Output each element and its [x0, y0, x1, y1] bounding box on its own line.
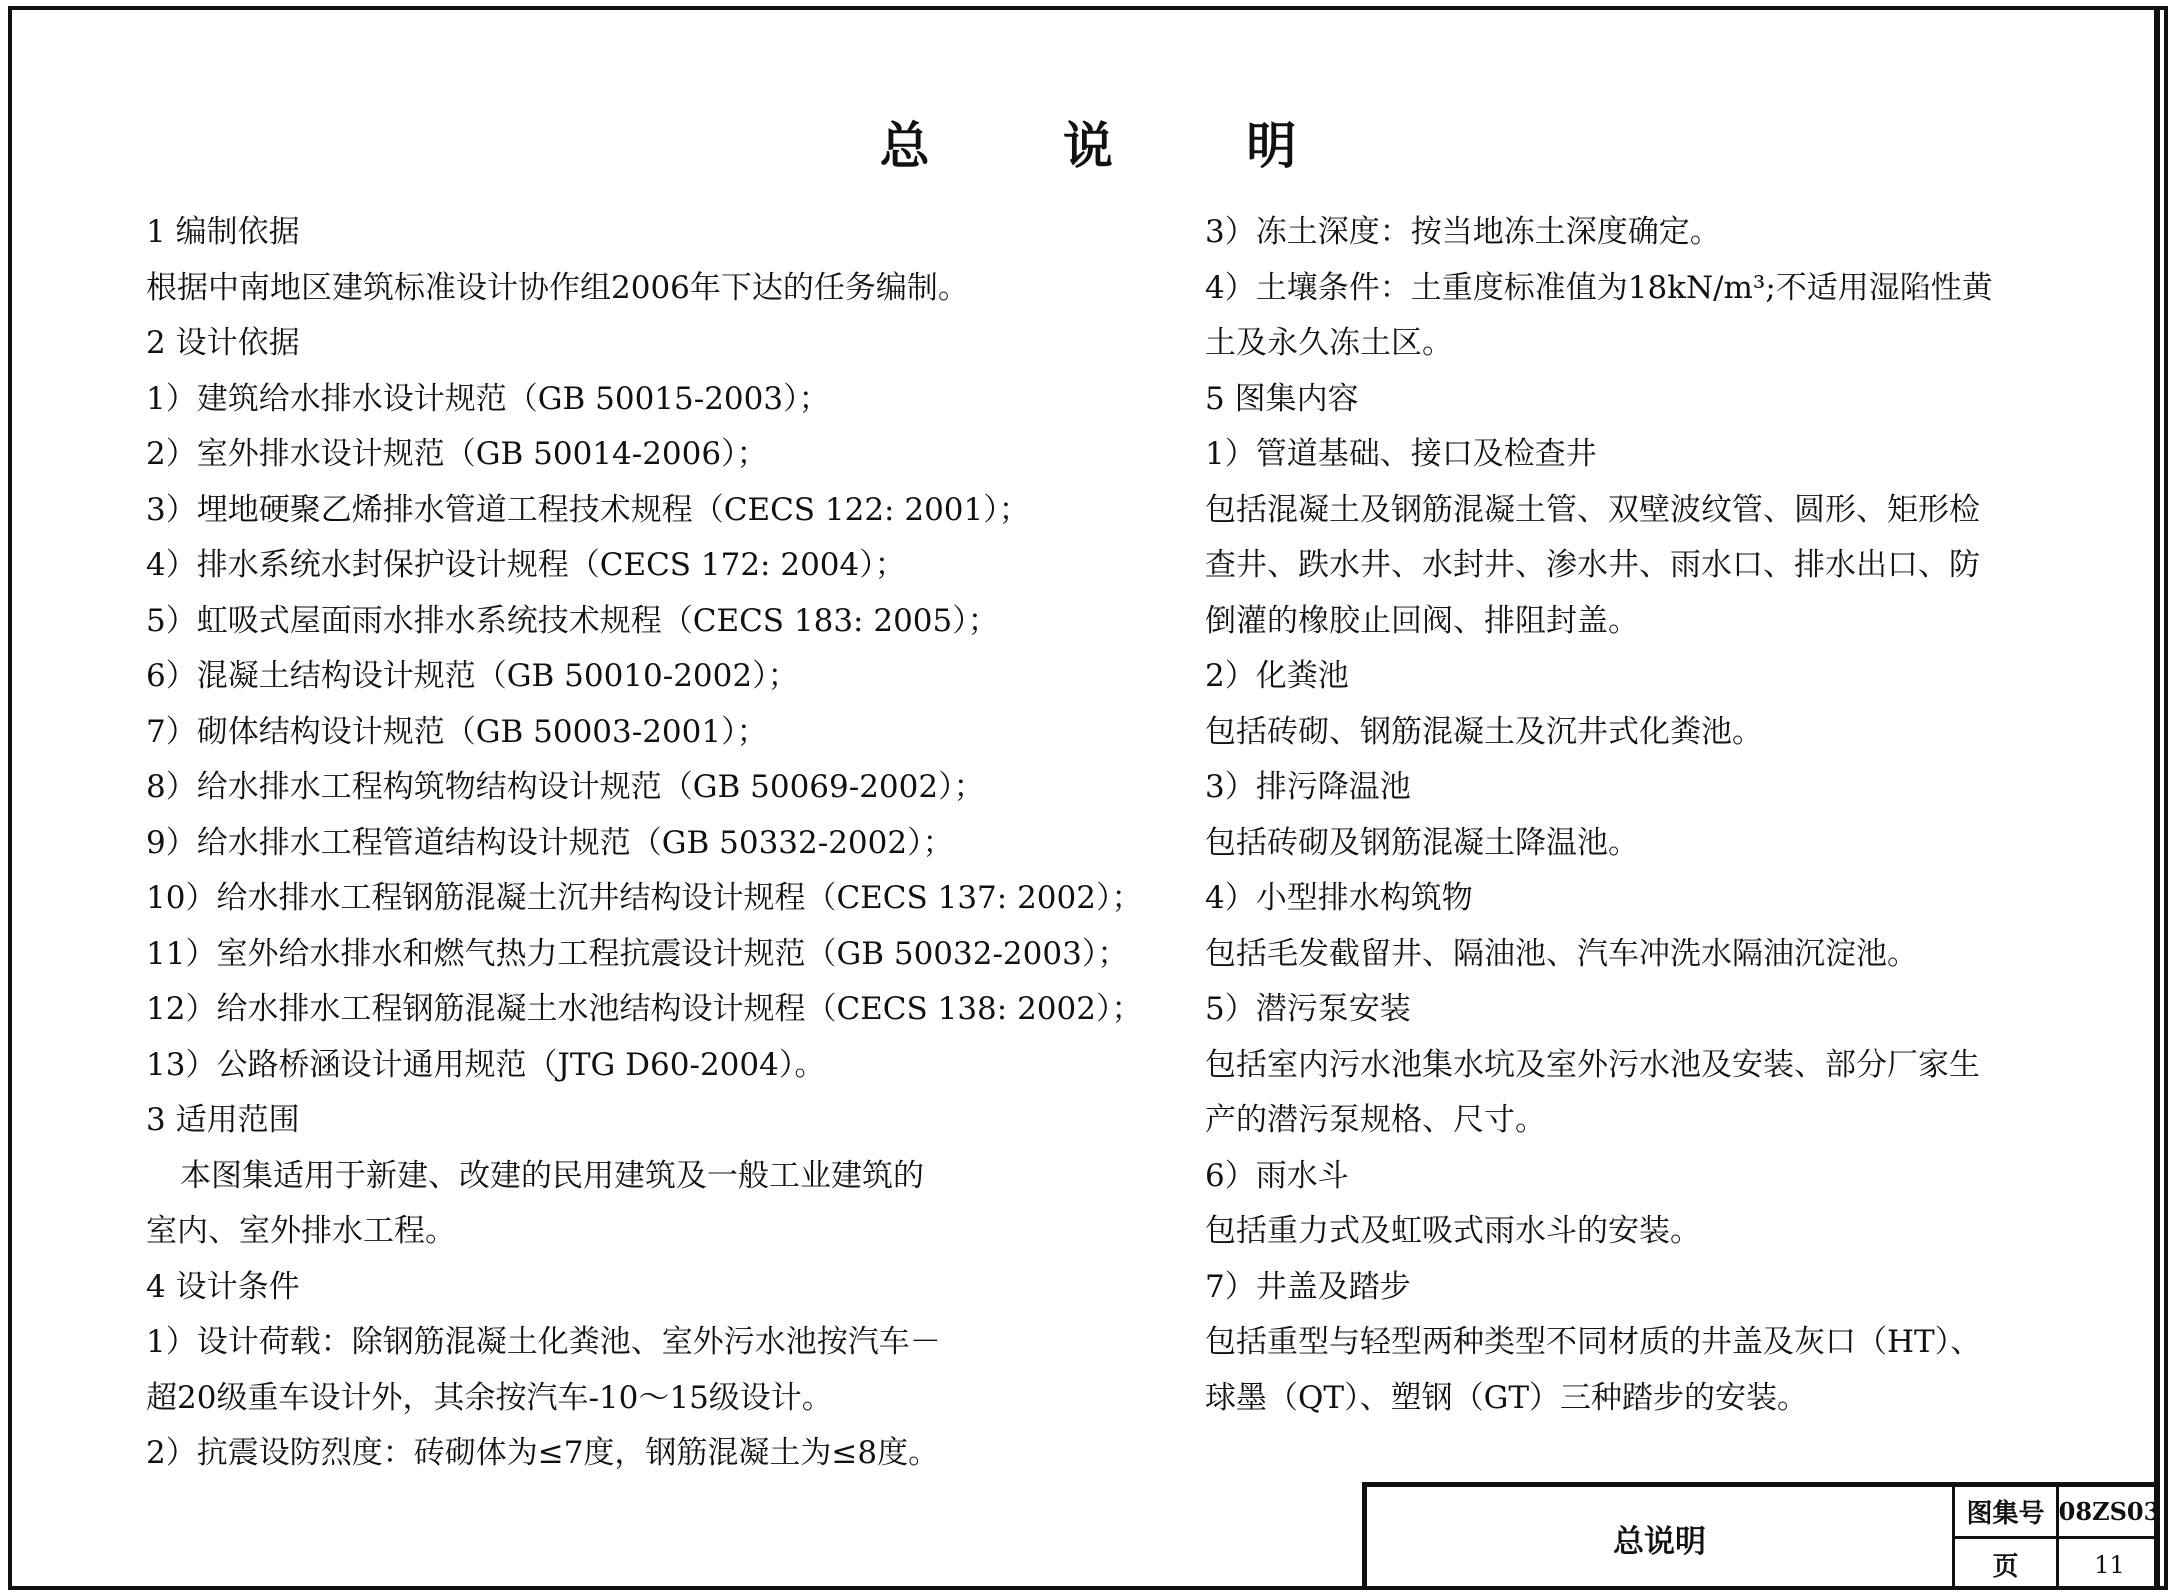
title-block-atlas-label: 图集号	[1955, 1487, 2059, 1539]
left-column	[146, 205, 1186, 1482]
text-line: 室内、室外排水工程。	[146, 1213, 456, 1249]
title-block-atlas-number: 08ZS03	[2059, 1487, 2160, 1539]
text-line: 2）化粪池	[1205, 658, 1349, 694]
text-line: 2）室外排水设计规范（GB 50014-2006）；	[146, 436, 768, 472]
section-heading: 2 设计依据	[146, 325, 300, 361]
text-line: 查井、跌水井、水封井、渗水井、雨水口、排水出口、防	[1205, 547, 1980, 583]
text-line: 7）井盖及踏步	[1205, 1268, 1411, 1305]
text-line: 产的潜污泵规格、尺寸。	[1205, 1102, 1546, 1138]
section-heading: 1 编制依据	[146, 214, 300, 250]
text-line: 5）潜污泵安装	[1205, 991, 1411, 1027]
title-block	[1362, 1482, 2160, 1590]
text-line: 6）雨水斗	[1205, 1157, 1349, 1194]
text-line: 10）给水排水工程钢筋混凝土沉井结构设计规程（CECS 137: 2002）；	[146, 880, 1143, 916]
text-line: 1）建筑给水排水设计规范（GB 50015-2003）；	[146, 380, 830, 417]
text-line: 土及永久冻土区。	[1205, 325, 1453, 361]
text-line: 8）给水排水工程构筑物结构设计规范（GB 50069-2002）；	[146, 769, 985, 805]
text-line: 12）给水排水工程钢筋混凝土水池结构设计规程（CECS 138: 2002）；	[146, 991, 1143, 1027]
text-line: 4）排水系统水封保护设计规程（CECS 172: 2004）；	[146, 547, 906, 583]
right-column	[1205, 205, 2055, 1426]
text-line: 1）设计荷载：除钢筋混凝土化粪池、室外污水池按汽车－	[146, 1324, 941, 1360]
text-line: 包括砖砌、钢筋混凝土及沉井式化粪池。	[1205, 713, 1763, 750]
text-line: 根据中南地区建筑标准设计协作组2006年下达的任务编制。	[146, 269, 969, 306]
page-title: 总 说 明	[879, 117, 1355, 175]
text-line: 3）冻土深度：按当地冻土深度确定。	[1205, 214, 1721, 250]
text-line: 6）混凝土结构设计规范（GB 50010-2002）；	[146, 658, 799, 694]
text-line: 9）给水排水工程管道结构设计规范（GB 50332-2002）；	[146, 824, 954, 861]
drawing-frame-right-border	[2154, 6, 2160, 1590]
title-block-page-label: 页	[1955, 1539, 2059, 1590]
section-heading: 4 设计条件	[146, 1268, 300, 1305]
text-line: 11）室外给水排水和燃气热力工程抗震设计规范（GB 50032-2003）；	[146, 935, 1129, 972]
text-line: 4）土壤条件：土重度标准值为18kN/m³;不适用湿陷性黄	[1205, 269, 1993, 306]
section-heading: 3 适用范围	[146, 1102, 300, 1138]
text-line: 3）排污降温池	[1205, 769, 1411, 805]
text-line: 包括砖砌及钢筋混凝土降温池。	[1205, 824, 1639, 861]
title-block-page-number: 11	[2094, 1550, 2125, 1579]
text-line: 球墨（QT）、塑钢（GT）三种踏步的安装。	[1205, 1379, 1809, 1416]
text-line: 13）公路桥涵设计通用规范（JTG D60-2004）。	[146, 1046, 826, 1083]
text-line: 包括重力式及虹吸式雨水斗的安装。	[1205, 1213, 1701, 1249]
title-block-drawing-name: 总说明	[1367, 1487, 1955, 1590]
text-line: 包括毛发截留井、隔油池、汽车冲洗水隔油沉淀池。	[1205, 935, 1918, 972]
text-line: 包括重型与轻型两种类型不同材质的井盖及灰口（HT）、	[1205, 1324, 1982, 1360]
text-line: 2）抗震设防烈度：砖砌体为≤7度，钢筋混凝土为≤8度。	[146, 1435, 940, 1471]
text-line: 3）埋地硬聚乙烯排水管道工程技术规程（CECS 122: 2001）；	[146, 491, 1030, 528]
text-line: 1）管道基础、接口及检查井	[1205, 436, 1597, 472]
text-line: 5）虹吸式屋面雨水排水系统技术规程（CECS 183: 2005）；	[146, 602, 999, 639]
text-line: 超20级重车设计外，其余按汽车-10～15级设计。	[146, 1379, 833, 1416]
section-heading: 5 图集内容	[1205, 380, 1359, 417]
text-line: 倒灌的橡胶止回阀、排阻封盖。	[1205, 602, 1639, 639]
text-line: 本图集适用于新建、改建的民用建筑及一般工业建筑的	[180, 1157, 924, 1194]
text-line: 4）小型排水构筑物	[1205, 880, 1473, 916]
text-line: 7）砌体结构设计规范（GB 50003-2001）；	[146, 713, 768, 750]
text-line: 包括混凝土及钢筋混凝土管、双壁波纹管、圆形、矩形检	[1205, 491, 1980, 528]
text-line: 包括室内污水池集水坑及室外污水池及安装、部分厂家生	[1205, 1046, 1980, 1083]
